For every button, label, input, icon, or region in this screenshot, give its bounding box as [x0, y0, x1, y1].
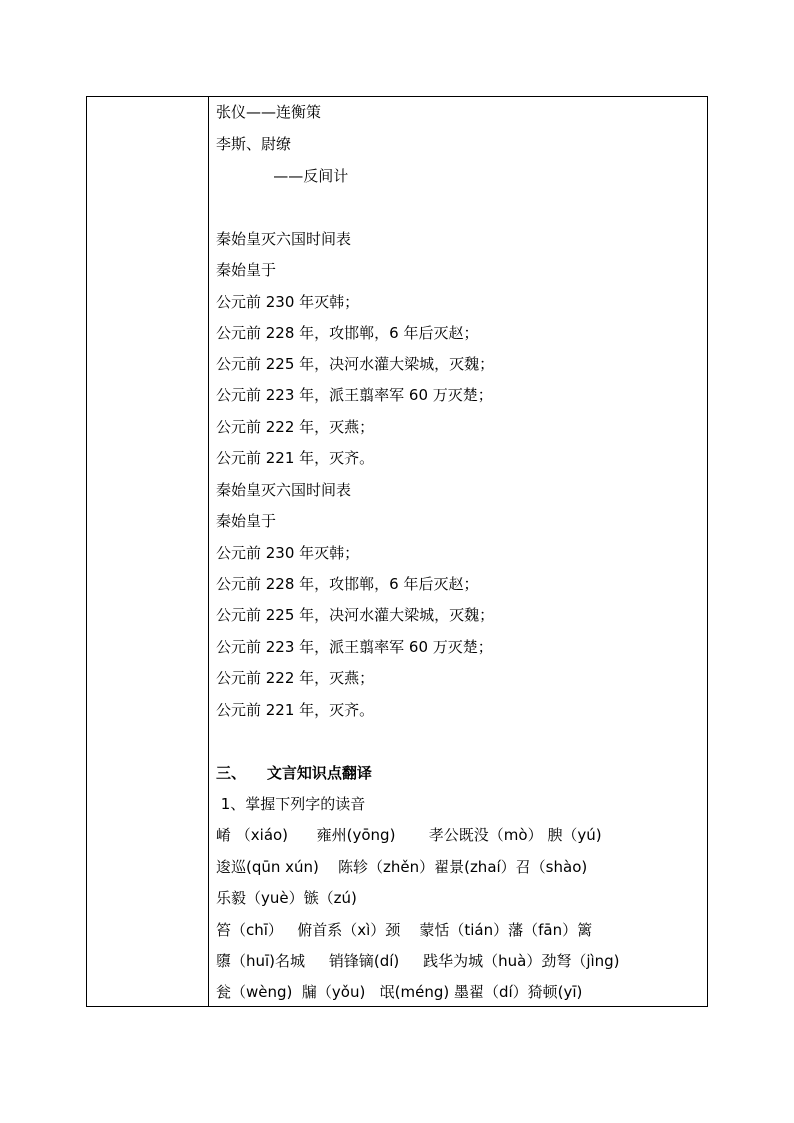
text-line: 公元前 228 年，攻邯郸，6 年后灭赵； [216, 324, 479, 342]
pronunciation-line: 乐毅（yuè）镞（zú) [216, 889, 357, 907]
text-line: 秦始皇于 [216, 512, 277, 530]
pronunciation-line: 崤 （xiáo) 雍州(yōng) 孝公既没（mò） 腴（yú) [216, 826, 602, 844]
pronunciation-line: 笞（chī） 俯首系（xì）颈 蒙恬（tián）藩（fān）篱 [216, 921, 593, 939]
text-line: ——反间计 [216, 167, 349, 185]
pronunciation-line: 逡巡(qūn xún) 陈轸（zhěn）翟景(zhaí）召（shào) [216, 858, 588, 876]
text-line: 公元前 223 年，派王翦率军 60 万灭楚； [216, 386, 493, 404]
text-line: 公元前 221 年，灭齐。 [216, 701, 375, 719]
text-line: 公元前 222 年，灭燕； [216, 669, 375, 687]
content-table [86, 96, 708, 1007]
text-line: 公元前 225 年，决河水灌大梁城，灭魏； [216, 606, 495, 624]
text-line: 公元前 230 年灭韩； [216, 544, 360, 562]
text-line: 公元前 228 年，攻邯郸，6 年后灭赵； [216, 575, 479, 593]
text-line: 李斯、尉缭 [216, 135, 292, 153]
table-left-column [87, 97, 209, 1006]
pronunciation-line: 隳（huī)名城 销锋镝(dí) 践华为城（huà）劲弩（jìng) [216, 952, 620, 970]
text-line: 公元前 225 年，决河水灌大梁城，灭魏； [216, 355, 495, 373]
text-line: 公元前 223 年，派王翦率军 60 万灭楚； [216, 638, 493, 656]
text-line: 公元前 221 年，灭齐。 [216, 449, 375, 467]
section-heading: 三、 文言知识点翻译 [216, 764, 372, 782]
text-line: 公元前 230 年灭韩； [216, 293, 360, 311]
pronunciation-line: 瓮（wèng) 牖（yǒu) 氓(méng) 墨翟（dí）猗顿(yī) [216, 983, 583, 1001]
text-line: 秦始皇于 [216, 261, 277, 279]
text-line: 秦始皇灭六国时间表 [216, 481, 352, 499]
table-right-column [210, 97, 707, 1006]
text-line: 秦始皇灭六国时间表 [216, 230, 352, 248]
text-line: 公元前 222 年，灭燕； [216, 418, 375, 436]
text-line: 1、掌握下列字的读音 [216, 795, 366, 813]
text-line: 张仪——连衡策 [216, 103, 322, 121]
